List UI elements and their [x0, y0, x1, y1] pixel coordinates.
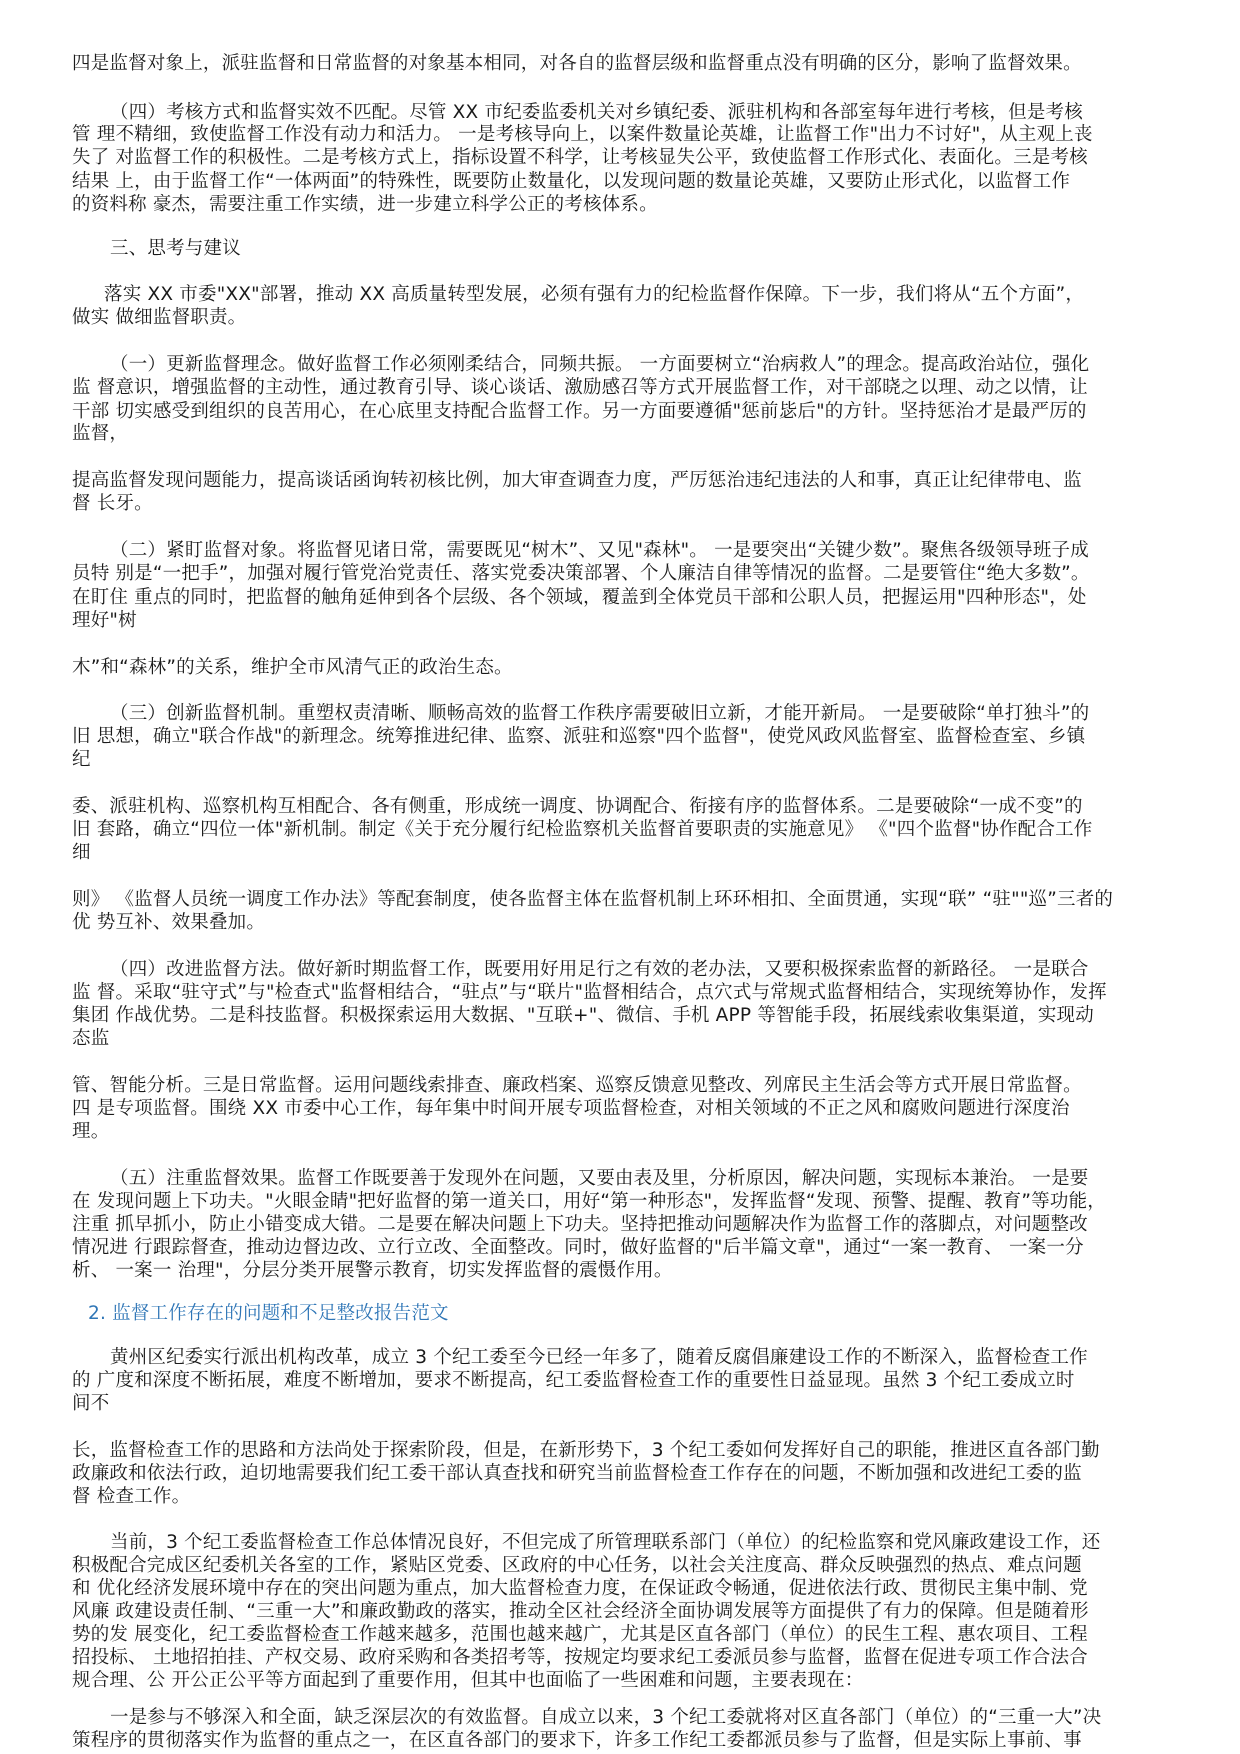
body-text-line: 监督，	[72, 423, 129, 444]
body-text-line: 管、智能分析。三是日常监督。运用问题线索排查、廉政档案、巡察反馈意见整改、列席民主生活会等方式开展日常监督。	[72, 1075, 1082, 1096]
body-text-line: 员特 别是“一把手”，加强对履行管党治党责任、落实党委决策部署、个人廉洁自律等情况的监督。二是要管住“绝大多数”。	[72, 563, 1090, 584]
body-text-line: 木”和“森林”的关系，维护全市风清气正的政治生态。	[72, 657, 513, 678]
body-text-line: 长，监督检查工作的思路和方法尚处于探索阶段，但是，在新形势下，3 个纪工委如何发挥好自己的职能，推进区直各部门勤	[72, 1440, 1100, 1461]
body-text-line: 态监	[72, 1028, 110, 1049]
body-text-line: 理。	[72, 1121, 110, 1142]
body-text-line: （三）创新监督机制。重塑权责清晰、顺畅高效的监督工作秩序需要破旧立新，才能开新局。 一是要破除“单打独斗”的	[110, 703, 1090, 724]
body-text-line: 析、 一案一 治理"，分层分类开展警示教育，切实发挥监督的震慑作用。	[72, 1260, 673, 1281]
body-text-line: 和 优化经济发展环境中存在的突出问题为重点，加大监督检查力度，在保证政令畅通，促进依法行政、贯彻民主集中制、党	[72, 1578, 1088, 1599]
body-text-line: 落实 XX 市委"XX"部署，推动 XX 高质量转型发展，必须有强有力的纪检监督作保障。下一步，我们将从“五个方面”，	[104, 284, 1085, 305]
body-text-line: 间不	[72, 1393, 110, 1414]
body-text-line: 则》 《监督人员统一调度工作办法》等配套制度，使各监督主体在监督机制上环环相扣、全面贯通，实现“联” “驻""巡”三者的	[72, 889, 1114, 910]
section-heading: 三、思考与建议	[110, 238, 241, 259]
body-text-line: 风廉 政建设责任制、“三重一大”和廉政勤政的落实，推动全区社会经济全面协调发展等方面提供了有力的保障。但是随着形	[72, 1601, 1089, 1622]
body-text-line: 四是监督对象上，派驻监督和日常监督的对象基本相同，对各自的监督层级和监督重点没有明确的区分，影响了监督效果。	[72, 53, 1082, 74]
body-text-line: 结果 上，由于监督工作“一体两面”的特殊性，既要防止数量化，以发现问题的数量论英雄，又要防止形式化，以监督工作	[72, 171, 1071, 192]
body-text-line: 旧 套路，确立“四位一体"新机制。制定《关于充分履行纪检监察机关监督首要职责的实施意见》 《"四个监督"协作配合工作	[72, 819, 1093, 840]
body-text-line: 势的发 展变化，纪工委监督检查工作越来越多，范围也越来越广，尤其是区直各部门（单位）的民生工程、惠农项目、工程	[72, 1624, 1088, 1645]
body-text-line: 在 发现问题上下功夫。"火眼金睛"把好监督的第一道关口，用好“第一种形态"，发挥监督“发现、预警、提醒、教育”等功能，	[72, 1191, 1106, 1212]
body-text-line: （四）改进监督方法。做好新时期监督工作，既要用好用足行之有效的老办法，又要积极探索监督的新路径。 一是联合	[110, 959, 1089, 980]
body-text-line: 注重 抓早抓小，防止小错变成大错。二是要在解决问题上下功夫。坚持把推动问题解决作为监督工作的落脚点，对问题整改	[72, 1214, 1088, 1235]
body-text-line: 当前，3 个纪工委监督检查工作总体情况良好，不但完成了所管理联系部门（单位）的纪检监察和党风廉政建设工作，还	[110, 1532, 1101, 1553]
body-text-line: 积极配合完成区纪委机关各室的工作，紧贴区党委、区政府的中心任务，以社会关注度高、群众反映强烈的热点、难点问题	[72, 1555, 1082, 1576]
body-text-line: 招投标、 土地招拍挂、产权交易、政府采购和各类招考等，按规定均要求纪工委派员参与监督，监督在促进专项工作合法合	[72, 1647, 1088, 1668]
body-text-line: 督 检查工作。	[72, 1486, 191, 1507]
body-text-line: 的 广度和深度不断拓展，难度不断增加，要求不断提高，纪工委监督检查工作的重要性日益显现。虽然 3 个纪工委成立时	[72, 1370, 1075, 1391]
body-text-line: 细	[72, 842, 91, 863]
body-text-line: 集团 作战优势。二是科技监督。积极探索运用大数据、"互联+"、微信、手机 APP 等智能手段，拓展线索收集渠道，实现动	[72, 1005, 1094, 1026]
body-text-line: 在盯住 重点的同时，把监督的触角延伸到各个层级、各个领域，覆盖到全体党员干部和公职人员，把握运用"四种形态"，处	[72, 587, 1087, 608]
body-text-line: （四）考核方式和监督实效不匹配。尽管 XX 市纪委监委机关对乡镇纪委、派驻机构和各部室每年进行考核，但是考核	[110, 102, 1083, 123]
body-text-line: 四 是专项监督。围绕 XX 市委中心工作，每年集中时间开展专项监督检查，对相关领域的不正之风和腐败问题进行深度治	[72, 1098, 1070, 1119]
body-text-line: 优 势互补、效果叠加。	[72, 912, 266, 933]
body-text-line: 督 长牙。	[72, 493, 153, 514]
body-text-line: （二）紧盯监督对象。将监督见诸日常，需要既见“树木”、又见"森林"。 一是要突出“关键少数”。聚焦各级领导班子成	[110, 540, 1089, 561]
body-text-line: 做实 做细监督职责。	[72, 307, 247, 328]
body-text-line: 管 理不精细，致使监督工作没有动力和活力。 一是考核导向上，以案件数量论英雄，让监督工作"出力不讨好"，从主观上丧	[72, 124, 1093, 145]
body-text-line: （五）注重监督效果。监督工作既要善于发现外在问题，又要由表及里，分析原因，解决问题，实现标本兼治。 一是要	[110, 1168, 1089, 1189]
body-text-line: 政廉政和依法行政，迫切地需要我们纪工委干部认真查找和研究当前监督检查工作存在的问题，不断加强和改进纪工委的监	[72, 1463, 1082, 1484]
body-text-line: 委、派驻机构、巡察机构互相配合、各有侧重，形成统一调度、协调配合、衔接有序的监督体系。二是要破除“一成不变”的	[72, 796, 1083, 817]
body-text-line: 情况进 行跟踪督查，推动边督边改、立行立改、全面整改。同时，做好监督的"后半篇文章"，通过“一案一教育、 一案一分	[72, 1237, 1084, 1258]
body-text-line: 监 督。采取“驻守式”与"检查式"监督相结合，“驻点”与“联片"监督相结合，点穴式与常规式监督相结合，实现统筹协作，发挥	[72, 982, 1107, 1003]
body-text-line: 策程序的贯彻落实作为监督的重点之一，在区直各部门的要求下，许多工作纪工委都派员参与了监督，但是实际上事前、事	[72, 1730, 1082, 1751]
body-text-line: 干部 切实感受到组织的良苦用心，在心底里支持配合监督工作。另一方面要遵循"惩前毖后"的方针。坚持惩治才是最严厉的	[72, 401, 1087, 422]
body-text-line: 失了 对监督工作的积极性。二是考核方式上，指标设置不科学，让考核显失公平，致使监督工作形式化、表面化。三是考核	[72, 147, 1088, 168]
body-text-line: 纪	[72, 749, 91, 770]
body-text-line: （一）更新监督理念。做好监督工作必须刚柔结合，同频共振。 一方面要树立“治病救人”的理念。提高政治站位，强化	[110, 354, 1090, 375]
body-text-line: 的资料称 豪杰，需要注重工作实绩，进一步建立科学公正的考核体系。	[72, 194, 658, 215]
body-text-line: 旧 思想，确立"联合作战"的新理念。统筹推进纪律、监察、派驻和巡察"四个监督"，使党风政风监督室、监督检查室、乡镇	[72, 726, 1086, 747]
body-text-line: 理好"树	[72, 610, 137, 631]
body-text-line: 规合理、公 开公正公平等方面起到了重要作用，但其中也面临了一些困难和问题，主要表现在：	[72, 1670, 864, 1691]
body-text-line: 监 督意识，增强监督的主动性，通过教育引导、谈心谈话、激励感召等方式开展监督工作，对干部晓之以理、动之以情，让	[72, 377, 1088, 398]
body-text-line: 黄州区纪委实行派出机构改革，成立 3 个纪工委至今已经一年多了，随着反腐倡廉建设工作的不断深入，监督检查工作	[110, 1347, 1088, 1368]
body-text-line: 一是参与不够深入和全面，缺乏深层次的有效监督。自成立以来，3 个纪工委就将对区直各部门（单位）的“三重一大”决	[110, 1707, 1102, 1728]
body-text-line: 提高监督发现问题能力，提高谈话函询转初核比例，加大审查调查力度，严厉惩治违纪违法的人和事，真正让纪律带电、监	[72, 470, 1082, 491]
article-title-link[interactable]: 2. 监督工作存在的问题和不足整改报告范文	[88, 1303, 449, 1324]
